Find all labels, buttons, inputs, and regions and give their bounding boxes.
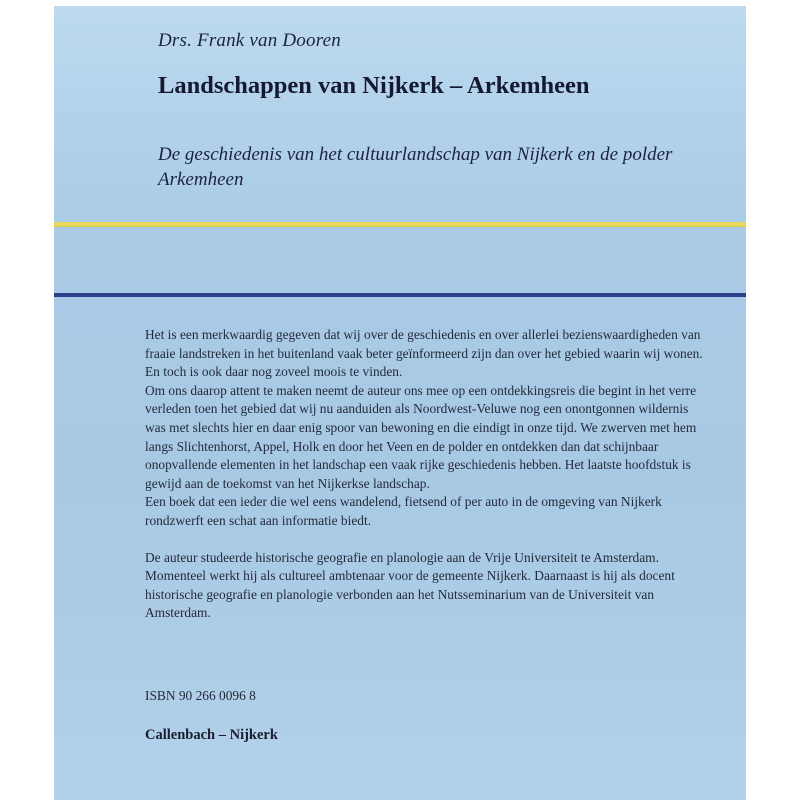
- blue-stripe: [54, 293, 746, 297]
- author-name: Drs. Frank van Dooren: [158, 30, 341, 51]
- book-subtitle: De geschiedenis van het cultuurlandschap van Nijkerk en de polder Arkemheen: [158, 144, 673, 190]
- blurb-paragraph-3: Een boek dat een ieder die wel eens wandelend, fietsend of per auto in de omgeving van Nijkerk rondzwerft een schat aan informatie biedt.: [145, 494, 662, 528]
- isbn-number: ISBN 90 266 0096 8: [145, 688, 256, 703]
- book-back-cover: [54, 6, 746, 800]
- publisher-name: Callenbach – Nijkerk: [145, 727, 278, 743]
- yellow-stripe: [54, 222, 746, 226]
- blurb-paragraph-1: Het is een merkwaardig gegeven dat wij over de geschiedenis en over allerlei bezienswaardigheden van fraaie landstreken in het buitenland vaak beter geïnformeerd zijn dan over het gebied waarin wij wonen. En toch is ook daar nog zoveel moois te vinden.: [145, 327, 703, 380]
- blurb-text: [145, 326, 705, 623]
- blurb-paragraph-2: Om ons daarop attent te maken neemt de auteur ons mee op een ontdekkingsreis die begint in het verre verleden toen het gebied dat wij nu aanduiden als Noordwest-Veluwe nog een onontgonnen wildernis was met slechts hier en daar enig spoor van bewoning en die eindigt in onze tijd. We zwerven met hem langs Slichtenhorst, Appel, Holk en door het Veen en de polder en ontdekken dan dat schijnbaar onopvallende elementen in het landschap een vaak rijke geschiedenis hebben. Het laatste hoofdstuk is gewijd aan de toekomst van het Nijkerkse landschap.: [145, 382, 697, 491]
- author-bio: De auteur studeerde historische geografie en planologie aan de Vrije Universiteit te Amsterdam. Momenteel werkt hij als cultureel ambtenaar voor de gemeente Nijkerk. Daarnaast is hij als docent historische geografie en planologie verbonden aan het Nutsseminarium van de Universiteit van Amsterdam.: [145, 549, 675, 621]
- book-title: Landschappen van Nijkerk – Arkemheen: [158, 72, 590, 99]
